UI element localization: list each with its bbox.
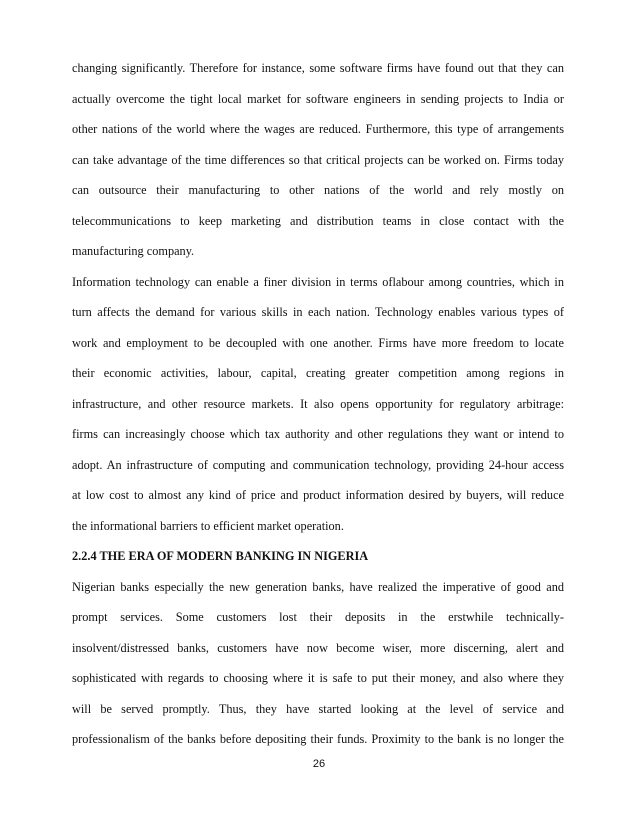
text-line: will be served promptly. Thus, they have started looking at the level of service and (72, 701, 564, 716)
text-line: can outsource their manufacturing to other nations of the world and rely mostly on (72, 183, 564, 197)
text-line: their economic activities, labour, capital, creating greater competition among regions in (72, 366, 564, 380)
page-content (72, 60, 564, 762)
text-line: work and employment to be decoupled with one another. Firms have more freedom to locate (72, 335, 564, 350)
text-line: turn affects the demand for various skills in each nation. Technology enables various types of (72, 305, 564, 319)
text-line: at low cost to almost any kind of price and product information desired by buyers, will reduce (72, 488, 564, 502)
text-line: actually overcome the tight local market for software engineers in sending projects to India or (72, 91, 564, 106)
text-line: the informational barriers to efficient market operation. (72, 518, 344, 533)
text-line: professionalism of the banks before depositing their funds. Proximity to the bank is no longer the (72, 732, 564, 746)
text-line: manufacturing company. (72, 244, 195, 258)
text-line: can take advantage of the time differences so that critical projects can be worked on. Firms today (72, 152, 564, 167)
text-line: other nations of the world where the wages are reduced. Furthermore, this type of arrangements (72, 122, 564, 136)
text-line: Information technology can enable a finer division in terms oflabour among countries, which in (72, 274, 564, 289)
text-line: sophisticated with regards to choosing where it is safe to put their money, and also where they (72, 671, 564, 685)
paragraph-information-technology (72, 274, 564, 534)
page-number: 26 (312, 758, 326, 770)
text-line: changing significantly. Therefore for instance, some software firms have found out that they can (72, 61, 564, 75)
paragraph-modern-banking (72, 579, 564, 748)
section-heading: 2.2.4 THE ERA OF MODERN BANKING IN NIGERIA (72, 549, 369, 563)
text-line: firms can increasingly choose which tax authority and other regulations they want or intend to (72, 427, 564, 441)
text-line: Nigerian banks especially the new generation banks, have realized the imperative of good and (72, 579, 564, 594)
text-line: telecommunications to keep marketing and distribution teams in close contact with the (72, 213, 564, 228)
text-line: prompt services. Some customers lost their deposits in the erstwhile technically- (72, 610, 564, 624)
text-line: insolvent/distressed banks, customers have now become wiser, more discerning, alert and (72, 640, 564, 655)
text-line: infrastructure, and other resource markets. It also opens opportunity for regulatory arbitrage: (72, 396, 564, 411)
paragraph-outsourcing (72, 60, 564, 259)
text-line: adopt. An infrastructure of computing and communication technology, providing 24-hour access (72, 457, 564, 472)
